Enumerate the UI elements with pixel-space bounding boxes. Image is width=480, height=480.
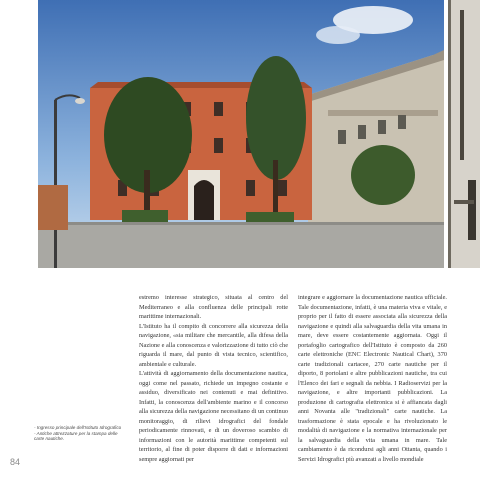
text-column-left xyxy=(139,293,288,464)
building-illustration xyxy=(38,0,444,268)
printing-equipment-illustration xyxy=(448,0,480,268)
paragraph: L'Istituto ha il compito di concorrere alla sicurezza della navigazione, «sia militare che mercantile, alla difesa della Nazione e alla conoscenza e valorizzazione di tutto ciò che riguarda il mare, dal punto di vista tecnico, scientifico, ambientale e culturale. xyxy=(139,322,288,368)
caption-line: - Antiche attrezzature per la stampa delle xyxy=(34,430,118,436)
paragraph: L'attività di aggiornamento della documentazione nautica, oggi come nel passato, richiede un impegno costante e assiduo, diversificato nei contenuti e mai definitivo. Infatti, la conoscenza dell'ambiente marino e il concorso alla sicurezza della navigazione necessitano di un continuo monitoraggio, di rilievi idrografici del fondale periodicamente rinnovati, e di un doveroso scambio di informazioni con le autorità marittime competenti sul territorio, al fine di poter disporre di dati e informazioni sempre aggiornati per xyxy=(139,370,288,463)
text-column-right xyxy=(298,293,447,464)
paragraph: estremo interesse strategico, situata al centro del Mediterraneo e alla confluenza delle principali rotte marittime internazionali. xyxy=(139,294,288,320)
paragraph: integrare e aggiornare la documentazione nautica ufficiale. Tale documentazione, infatti, è una materia viva e vitale, e proprio per il fatto di essere associata alla sicurezza della navigazione e quindi alla salvaguardia della vita umana in mare, deve essere costantemente aggiornata. Oggi il portafoglio cartografico dell'Istituto è composto da 260 carte elettroniche (ENC Electronic Nautical Chart), 370 carte tradizionali cartacee, 270 carte nautiche per il diporto, 8 portolani e altre pubblicazioni nautiche, tra cui l'Elenco dei fari e segnali da nebbia. I Radioservizi per la navigazione, e altre importanti pubblicazioni. La produzione di cartografia elettronica si è affiancata dagli anni Novanta alle "tradizionali" carte nautiche. La trasformazione è stata epocale e ha rivoluzionato le modalità di navigazione e la normativa internazionale per la salvaguardia della vita umana in mare. Tale cambiamento è da ricondursi agli anni Ottanta, quando i Servizi Idrografici più avanzati a livello mondiale xyxy=(298,294,447,463)
building-photo xyxy=(38,0,444,268)
photo-caption xyxy=(34,425,134,442)
printing-equipment-photo xyxy=(448,0,480,268)
caption-line: carte nautiche. xyxy=(34,436,65,442)
page-number: 84 xyxy=(10,457,21,467)
caption-line: - Ingresso principale dell'Istituto Idrografico xyxy=(34,425,122,430)
